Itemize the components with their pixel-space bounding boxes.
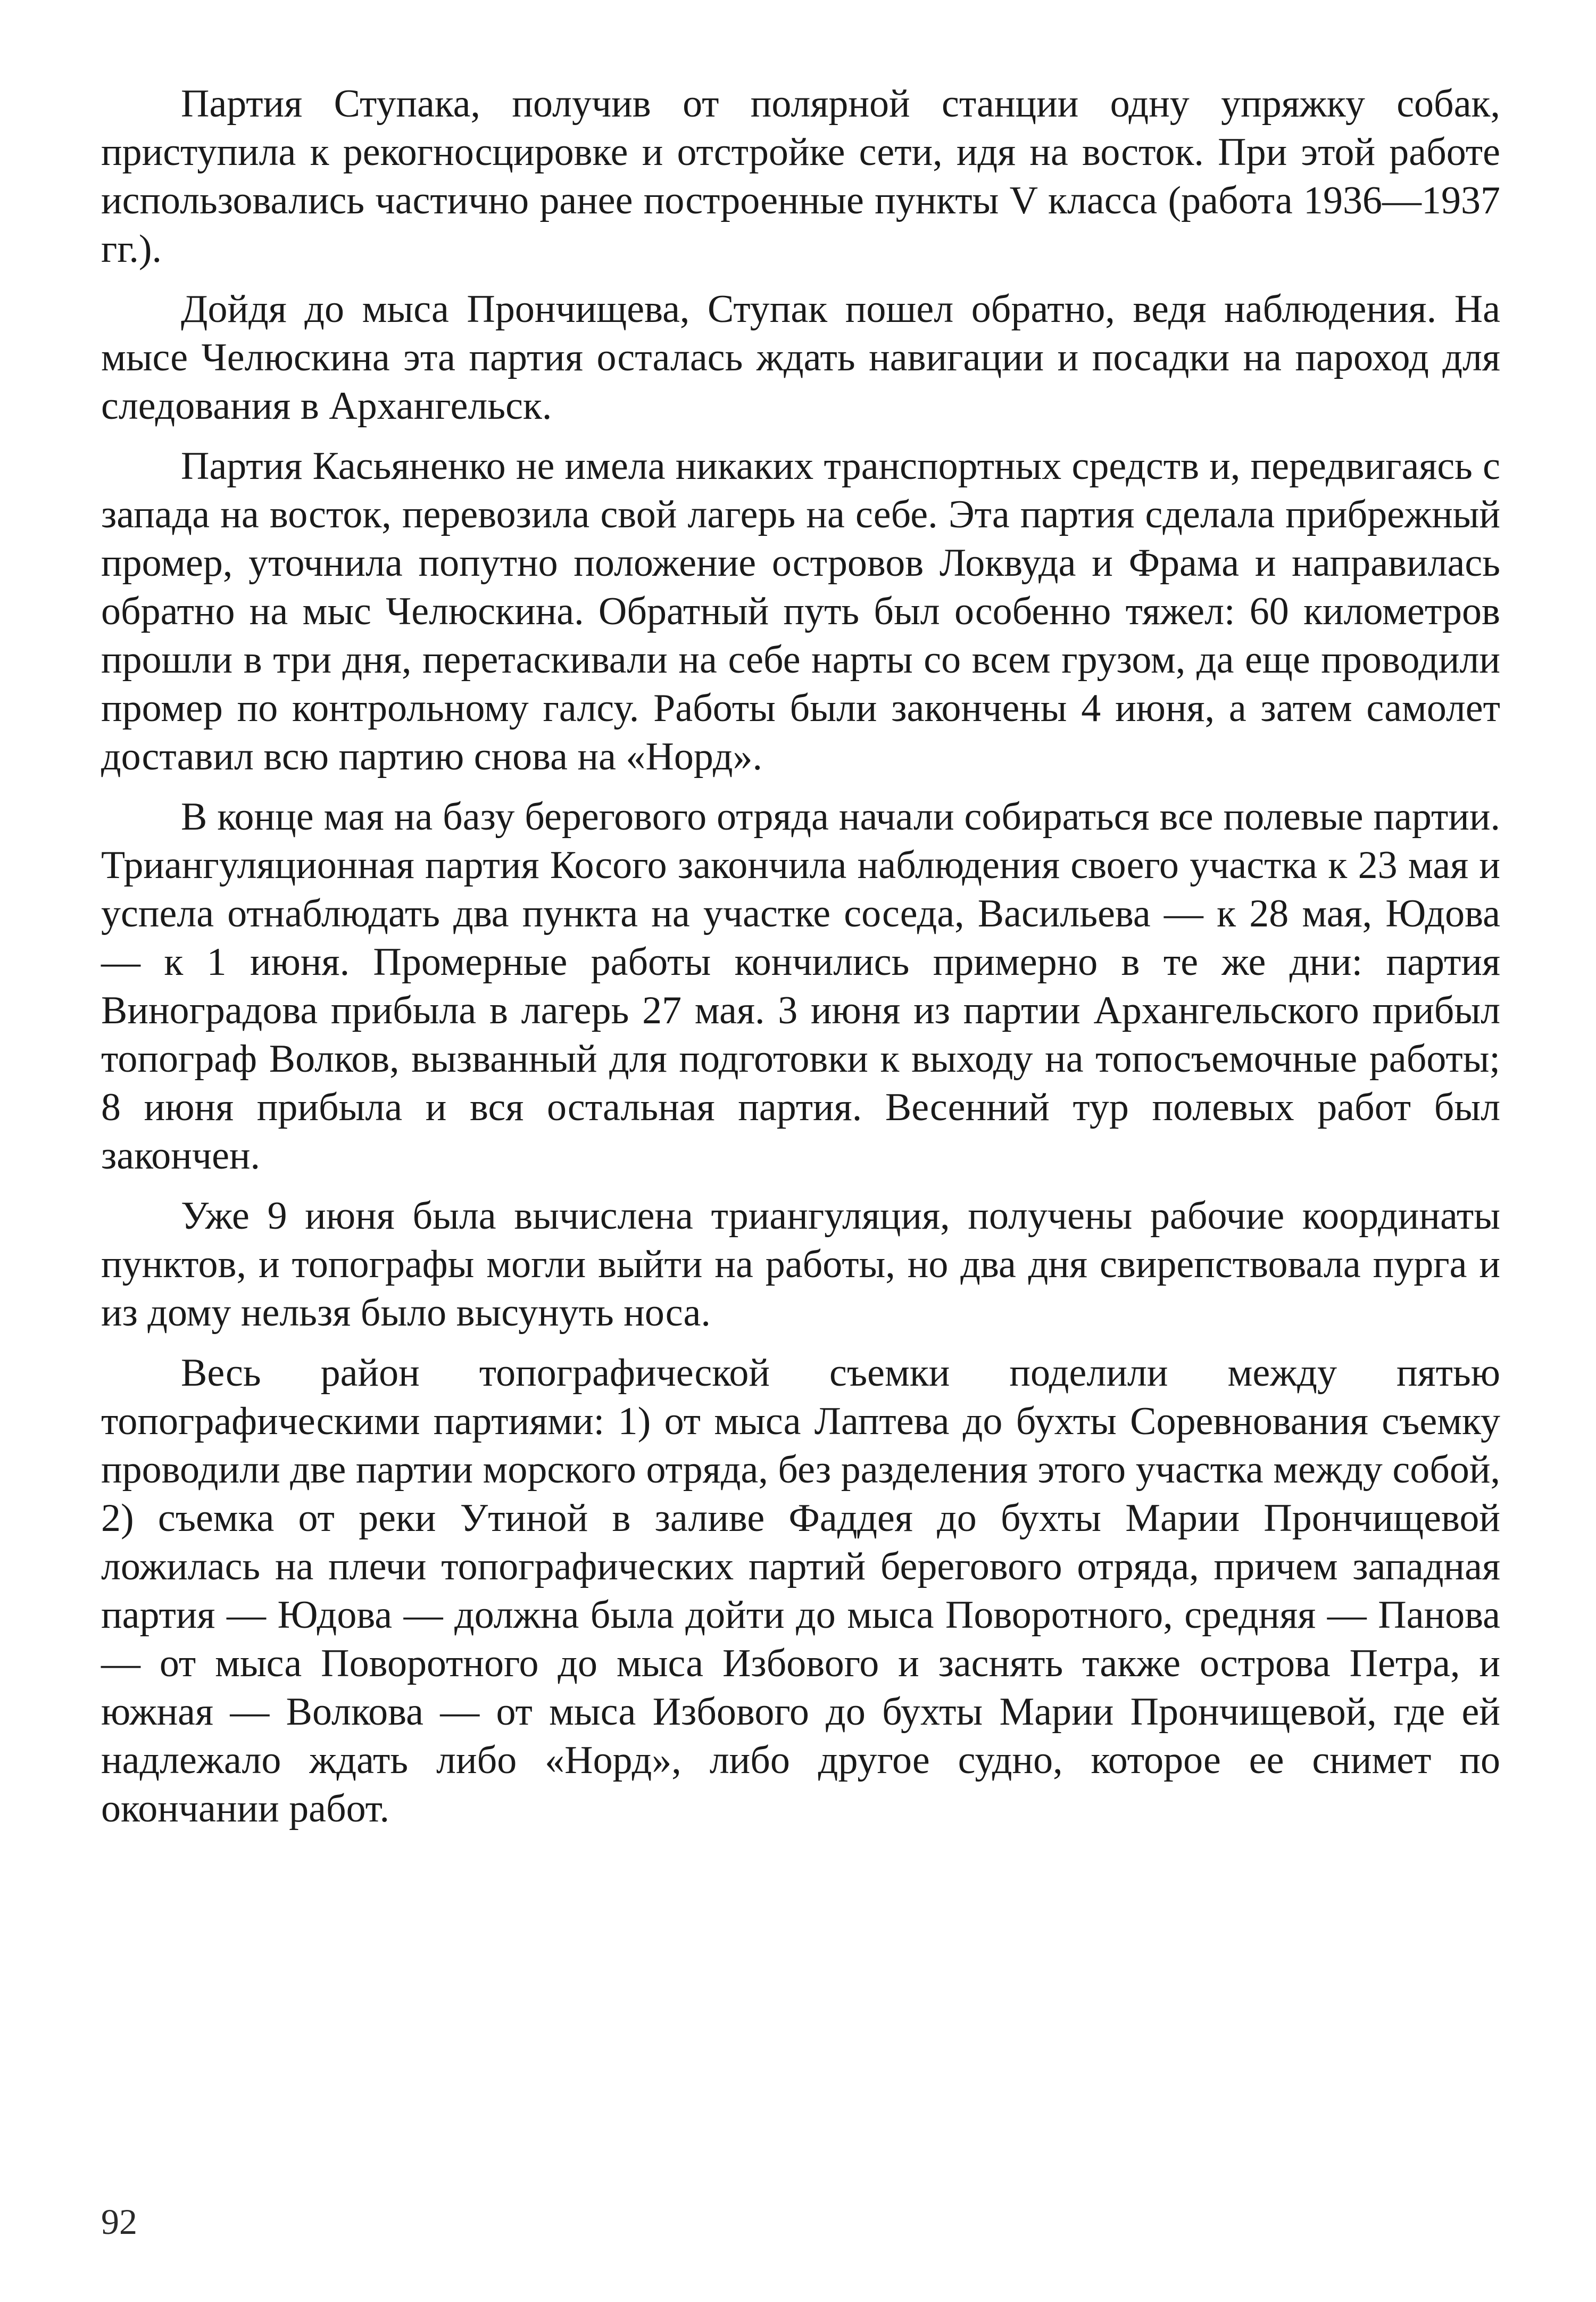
page-number: 92 [101, 2201, 137, 2242]
paragraph-cape-pronchishchev: Дойдя до мыса Прончищева, Ступак пошел обратно, ведя наблюдения. На мысе Челюскина эта партия осталась ждать навигации и посадки на пароход для следования в Архангельск. [101, 287, 1500, 428]
paragraph-june-9: Уже 9 июня была вычислена триангуляция, получены рабочие координаты пунктов, и топографы могли выйти на работы, но два дня свирепствовала пурга и из дому нельзя было высунуть носа. [101, 1194, 1500, 1335]
paragraph-stupak-party: Партия Ступака, получив от полярной станции одну упряжку собак, приступила к рекогносцировке и отстройке сети, идя на восток. При этой работе использовались частично ранее построенные пункты V класса (работа 1936—1937 гг.). [101, 82, 1500, 271]
paragraph-kasyanenko-party: Партия Касьяненко не имела никаких транспортных средств и, передвигаясь с запада на восток, перевозила свой лагерь на себе. Эта партия сделала прибрежный промер, уточнила попутно положение островов Локвуда и Фрама и направилась обратно на мыс Челюскина. Обратный путь был особенно тяжел: 60 километров прошли в три дня, перетаскивали на себе нарты со всем грузом, да еще проводили промер по контрольному галсу. Работы были закончены 4 июня, а затем самолет доставил всю партию снова на «Норд». [101, 444, 1500, 779]
book-page [101, 80, 1500, 2256]
paragraph-topographic-survey: Весь район топографической съемки поделили между пятью топографическими партиями: 1) от мыса Лаптева до бухты Соревнования съемку проводили две партии морского отряда, без разделения этого участка между собой, 2) съемка от реки Утиной в заливе Фаддея до бухты Марии Прончищевой ложилась на плечи топографических партий берегового отряда, причем западная партия — Юдова — должна была дойти до мыса Поворотного, средняя — Панова — от мыса Поворотного до мыса Избового и заснять также острова Петра, и южная — Волкова — от мыса Избового до бухты Марии Прончищевой, где ей надлежало ждать либо «Норд», либо другое судно, которое ее снимет по окончании работ. [101, 1351, 1500, 1831]
paragraph-end-of-may: В конце мая на базу берегового отряда начали собираться все полевые партии. Триангуляционная партия Косого закончила наблюдения своего участка к 23 мая и успела отнаблюдать два пункта на участке соседа, Васильева — к 28 мая, Юдова — к 1 июня. Промерные работы кончились примерно в те же дни: партия Виноградова прибыла в лагерь 27 мая. 3 июня из партии Архангельского прибыл топограф Волков, вызванный для подготовки к выходу на топосъемочные работы; 8 июня прибыла и вся остальная партия. Весенний тур полевых работ был закончен. [101, 795, 1500, 1178]
